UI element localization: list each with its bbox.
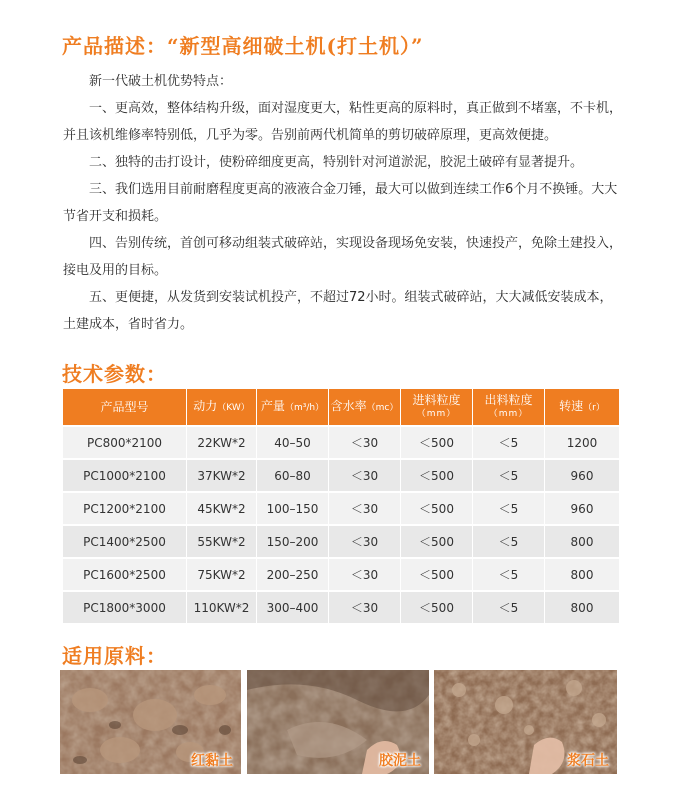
cell-feed-size: ＜500 [401,425,473,458]
materials-title: 适用原料： [62,644,167,668]
material-photo-pulp-stone [434,670,617,774]
cell-power: 37KW*2 [187,458,257,491]
material-label: 红黏土 [191,753,233,769]
cell-model: PC800*2100 [63,425,187,458]
cell-feed-size: ＜500 [401,458,473,491]
header-model: 产品型号 [63,389,187,425]
cell-moisture: ＜30 [329,425,401,458]
spec-table-header [63,389,619,425]
cell-power: 55KW*2 [187,524,257,557]
cell-discharge-size: ＜5 [473,425,545,458]
cell-speed: 960 [545,491,619,524]
cell-power: 75KW*2 [187,557,257,590]
header-moisture: 含水率（mc） [329,389,401,425]
cell-discharge-size: ＜5 [473,491,545,524]
description-title: 产品描述：“新型高细破土机(打土机）” [62,34,424,58]
params-title: 技术参数： [62,362,167,386]
cell-feed-size: ＜500 [401,590,473,623]
description-paragraph: 三、我们选用目前耐磨程度更高的液液合金刀锤，最大可以做到连续工作6个月不换锤。大大节省开支和损耗。 [63,182,618,224]
cell-discharge-size: ＜5 [473,524,545,557]
cell-speed: 800 [545,590,619,623]
cell-feed-size: ＜500 [401,524,473,557]
cell-output: 40–50 [257,425,329,458]
cell-model: PC1200*2100 [63,491,187,524]
cell-power: 22KW*2 [187,425,257,458]
cell-output: 300–400 [257,590,329,623]
description-paragraph: 四、告别传统，首创可移动组装式破碎站，实现设备现场免安装，快速投产，免除土建投入，接电及用的目标。 [63,236,623,278]
cell-model: PC1000*2100 [63,458,187,491]
cell-feed-size: ＜500 [401,491,473,524]
header-discharge-size: 出料粒度 （mm） [473,389,545,425]
table-row [63,491,619,524]
cell-speed: 800 [545,524,619,557]
material-photo-red-clay [60,670,241,774]
cell-speed: 800 [545,557,619,590]
cell-output: 200–250 [257,557,329,590]
table-row [63,557,619,590]
cell-speed: 1200 [545,425,619,458]
header-output: 产量（m³/h） [257,389,329,425]
header-power: 动力（KW） [187,389,257,425]
header-feed-size: 进料粒度 （mm） [401,389,473,425]
cell-speed: 960 [545,458,619,491]
description-block [63,68,625,338]
table-row [63,425,619,458]
cell-moisture: ＜30 [329,557,401,590]
cell-moisture: ＜30 [329,458,401,491]
cell-model: PC1600*2500 [63,557,187,590]
cell-discharge-size: ＜5 [473,458,545,491]
description-paragraph: 五、更便捷，从发货到安装试机投产，不超过72小时。组装式破碎站，大大减低安装成本，土建成本，省时省力。 [63,290,613,332]
cell-output: 150–200 [257,524,329,557]
cell-moisture: ＜30 [329,491,401,524]
material-photo-clay-mud [247,670,429,774]
table-row [63,458,619,491]
cell-model: PC1400*2500 [63,524,187,557]
cell-discharge-size: ＜5 [473,590,545,623]
table-row [63,590,619,623]
cell-model: PC1800*3000 [63,590,187,623]
cell-output: 60–80 [257,458,329,491]
spec-table [63,389,619,623]
cell-power: 110KW*2 [187,590,257,623]
cell-output: 100–150 [257,491,329,524]
cell-discharge-size: ＜5 [473,557,545,590]
material-label: 胶泥土 [379,753,421,769]
header-speed: 转速（r） [545,389,619,425]
description-paragraph: 二、独特的击打设计，使粉碎细度更高，特别针对河道淤泥，胶泥土破碎有显著提升。 [89,155,584,170]
cell-power: 45KW*2 [187,491,257,524]
table-row [63,524,619,557]
cell-feed-size: ＜500 [401,557,473,590]
description-paragraph: 一、更高效，整体结构升级，面对湿度更大，粘性更高的原料时，真正做到不堵塞，不卡机，并且该机维修率特别低，几乎为零。告别前两代机简单的剪切破碎原理，更高效便捷。 [63,101,623,143]
description-intro: 新一代破土机优势特点： [89,74,233,89]
cell-moisture: ＜30 [329,524,401,557]
cell-moisture: ＜30 [329,590,401,623]
material-label: 浆石土 [567,753,609,769]
